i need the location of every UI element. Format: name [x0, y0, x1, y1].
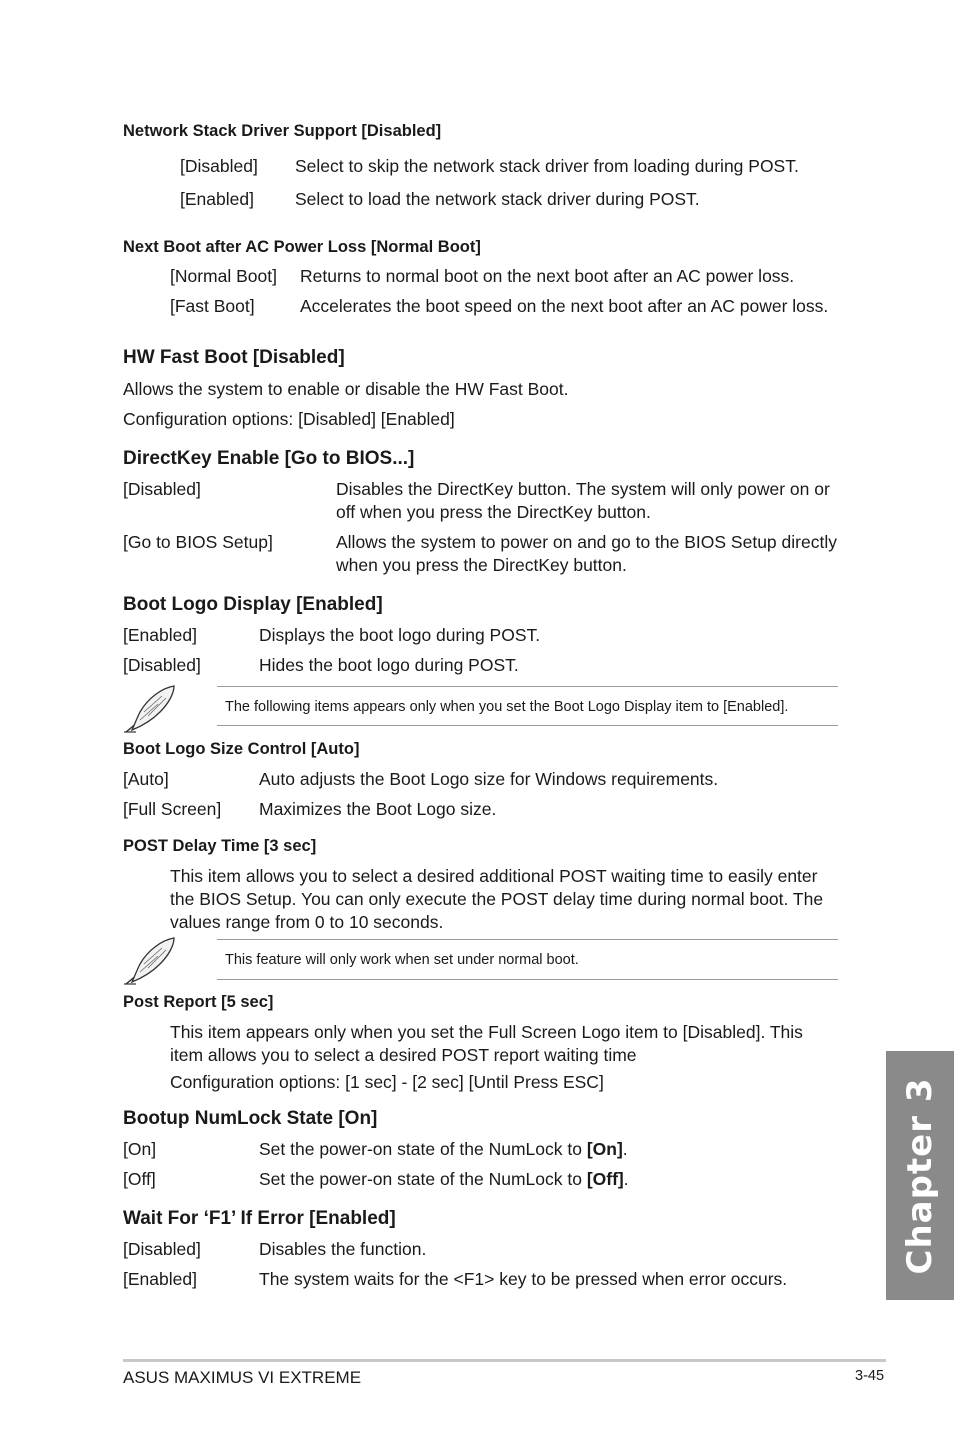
post-report-config: Configuration options: [1 sec] - [2 sec] [Until Press ESC] [170, 1072, 604, 1092]
numlock-desc-on: Set the power-on state of the NumLock to [On]. [259, 1139, 628, 1159]
boot-logo-desc-enabled: Displays the boot logo during POST. [259, 625, 541, 645]
next-boot-desc-normal: Returns to normal boot on the next boot after an AC power loss. [300, 266, 795, 286]
post-report-description: This item appears only when you set the Full Screen Logo item to [Disabled]. This item allows you to select a desired POST report waiting time [170, 1022, 803, 1065]
footer-rule [123, 1359, 886, 1362]
network-desc-enabled: Select to load the network stack driver during POST. [295, 189, 700, 209]
numlock-desc-off: Set the power-on state of the NumLock to [Off]. [259, 1169, 629, 1189]
logo-size-desc-auto: Auto adjusts the Boot Logo size for Windows requirements. [259, 769, 719, 789]
logo-size-option-full: [Full Screen] [123, 799, 222, 819]
hw-fast-boot-heading: HW Fast Boot [Disabled] [123, 347, 345, 368]
numlock-option-on: [On] [123, 1139, 157, 1159]
post-delay-description: This item allows you to select a desired additional POST waiting time to easily enter the BIOS Setup. You can only execute the POST delay time during normal boot. The values range from 0 to 10 seconds. [170, 866, 824, 932]
boot-logo-desc-disabled: Hides the boot logo during POST. [259, 655, 519, 675]
chapter-tab [886, 1051, 954, 1300]
network-desc-disabled: Select to skip the network stack driver from loading during POST. [295, 156, 799, 176]
wait-f1-desc-disabled: Disables the function. [259, 1239, 427, 1259]
next-boot-option-fast: [Fast Boot] [170, 296, 255, 316]
directkey-option-disabled: [Disabled] [123, 479, 201, 499]
wait-f1-heading: Wait For ‘F1’ If Error [Enabled] [123, 1208, 396, 1229]
wait-f1-option-enabled: [Enabled] [123, 1269, 197, 1289]
boot-logo-option-disabled: [Disabled] [123, 655, 201, 675]
post-report-heading: Post Report [5 sec] [123, 993, 274, 1011]
boot-logo-note: The following items appears only when you set the Boot Logo Display item to [Enabled]. [225, 699, 789, 715]
network-option-enabled: [Enabled] [180, 189, 254, 209]
pen-note-icon [122, 682, 182, 734]
logo-size-desc-full: Maximizes the Boot Logo size. [259, 799, 497, 819]
numlock-heading: Bootup NumLock State [On] [123, 1108, 378, 1129]
next-boot-desc-fast: Accelerates the boot speed on the next boot after an AC power loss. [300, 296, 829, 316]
logo-size-heading: Boot Logo Size Control [Auto] [123, 740, 360, 758]
chapter-tab-label: Chapter 3 [900, 1076, 940, 1275]
numlock-option-off: [Off] [123, 1169, 156, 1189]
directkey-option-go-to-bios: [Go to BIOS Setup] [123, 532, 273, 552]
logo-size-option-auto: [Auto] [123, 769, 169, 789]
hw-fast-boot-config: Configuration options: [Disabled] [Enabled] [123, 409, 455, 429]
note-rule-bottom [217, 979, 838, 980]
note-rule-top [217, 686, 838, 687]
footer-product: ASUS MAXIMUS VI EXTREME [123, 1368, 362, 1387]
post-delay-note: This feature will only work when set under normal boot. [225, 952, 579, 968]
hw-fast-boot-description: Allows the system to enable or disable the HW Fast Boot. [123, 379, 569, 399]
note-rule-bottom [217, 725, 838, 726]
pen-note-icon [122, 934, 182, 986]
network-stack-heading: Network Stack Driver Support [Disabled] [123, 122, 442, 140]
wait-f1-option-disabled: [Disabled] [123, 1239, 201, 1259]
directkey-desc-go-to-bios: Allows the system to power on and go to the BIOS Setup directly when you press the DirectKey button. [336, 532, 837, 575]
wait-f1-desc-enabled: The system waits for the <F1> key to be pressed when error occurs. [259, 1269, 788, 1289]
boot-logo-heading: Boot Logo Display [Enabled] [123, 594, 383, 615]
next-boot-heading: Next Boot after AC Power Loss [Normal Boot] [123, 238, 481, 256]
directkey-desc-disabled: Disables the DirectKey button. The system will only power on or off when you press the DirectKey button. [336, 479, 830, 522]
next-boot-option-normal: [Normal Boot] [170, 266, 277, 286]
directkey-heading: DirectKey Enable [Go to BIOS...] [123, 448, 415, 469]
footer-page-number: 3-45 [855, 1368, 885, 1384]
note-rule-top [217, 939, 838, 940]
post-delay-heading: POST Delay Time [3 sec] [123, 837, 317, 855]
network-option-disabled: [Disabled] [180, 156, 258, 176]
boot-logo-option-enabled: [Enabled] [123, 625, 197, 645]
